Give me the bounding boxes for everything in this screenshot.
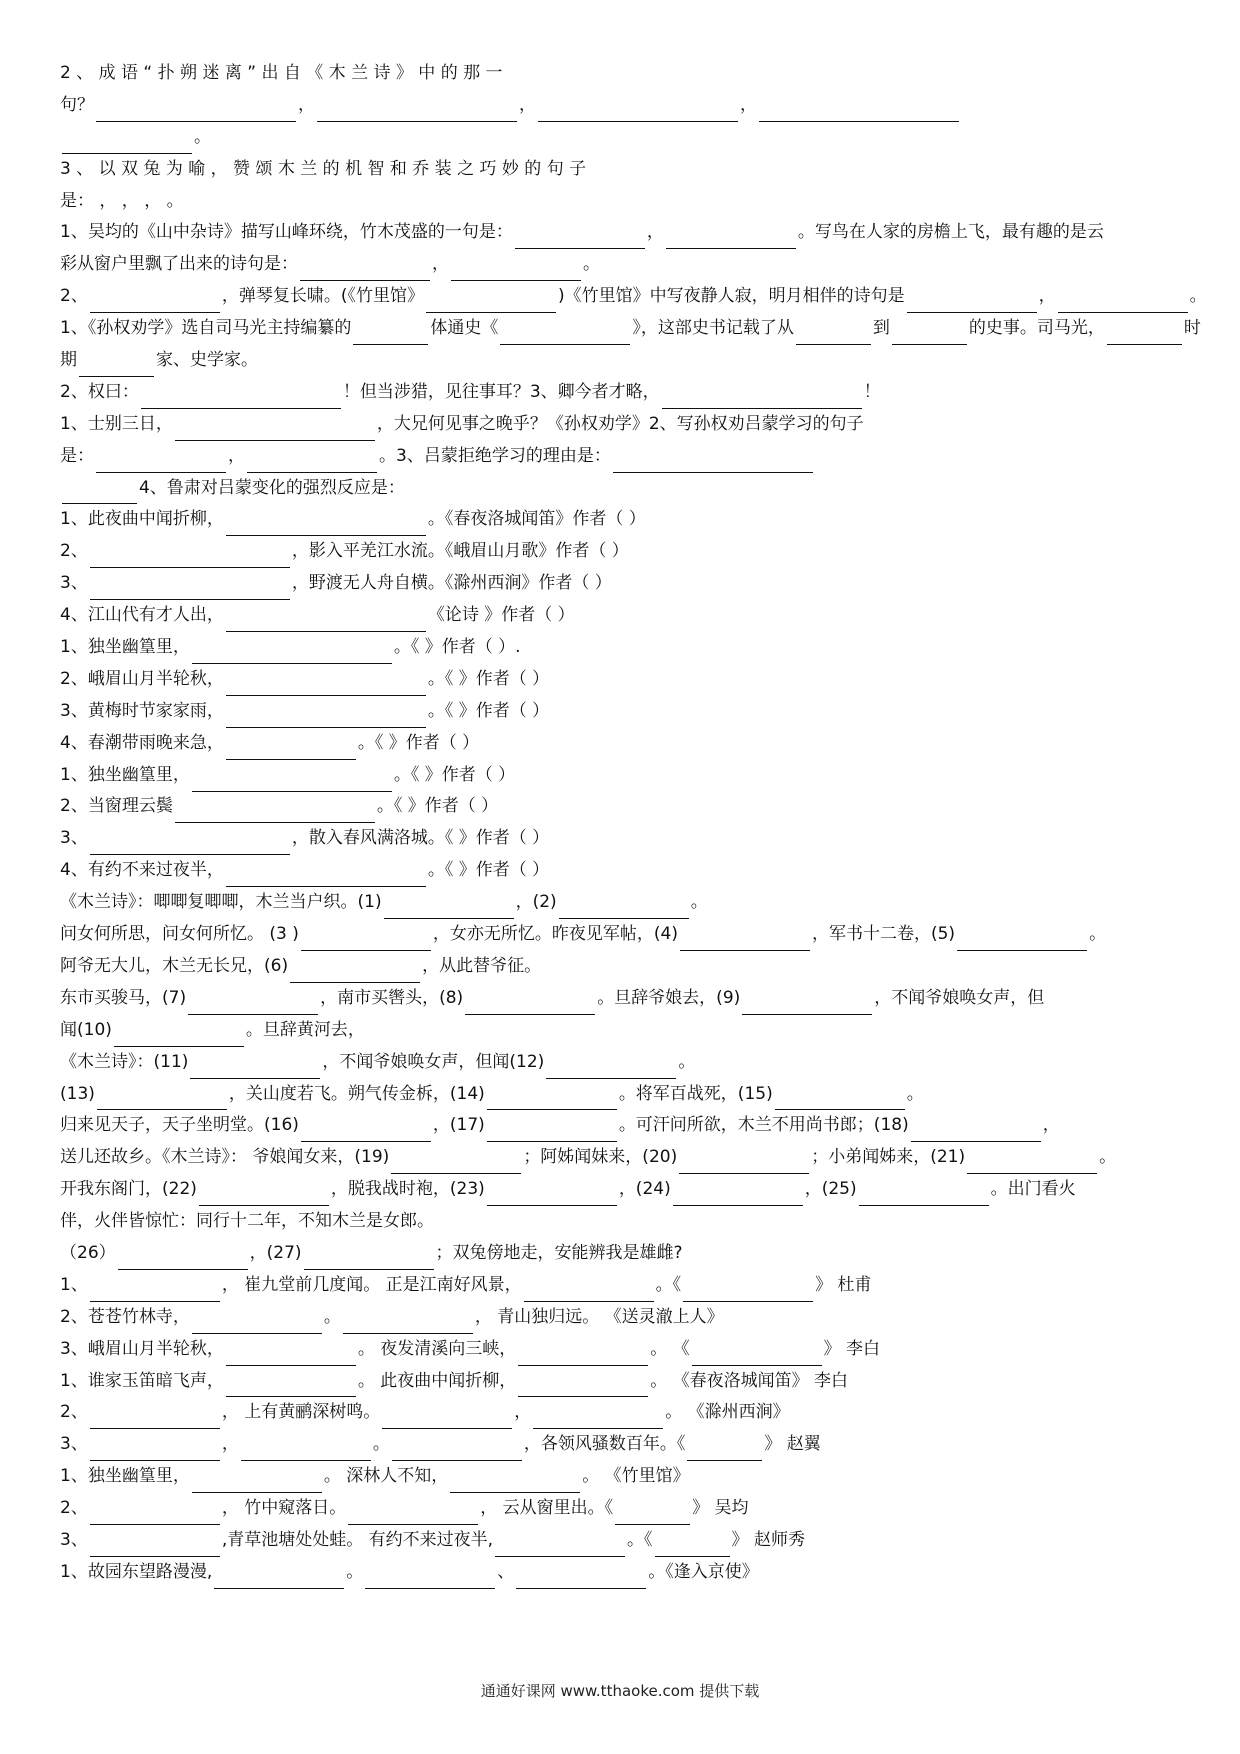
line-text: 。 此夜曲中闻折柳， <box>357 1370 517 1391</box>
worksheet <box>60 58 1207 1589</box>
line-text: ， <box>1042 1115 1060 1136</box>
line-text: 4、江山代有才人出， <box>60 605 224 626</box>
line-text: 。 <box>583 254 600 275</box>
worksheet-line <box>60 1525 1180 1557</box>
line-text: 1、独坐幽篁里， <box>60 764 190 785</box>
answer-blank[interactable] <box>192 642 392 664</box>
worksheet-line <box>60 1270 1180 1302</box>
line-text: 。可汗问所欲，木兰不用尚书郎；(18) <box>618 1115 909 1136</box>
line-text: 1、故园东望路漫漫, <box>60 1561 213 1582</box>
worksheet-line <box>60 186 1180 218</box>
worksheet-line <box>60 1493 1180 1525</box>
line-text: 1、独坐幽篁里， <box>60 637 190 658</box>
answer-blank[interactable] <box>495 1535 625 1557</box>
line-text: )《竹里馆》中写夜静人寂，明月相伴的诗句是 <box>557 286 905 307</box>
line-text: ，(25) <box>804 1179 857 1200</box>
answer-blank[interactable] <box>226 1344 356 1366</box>
worksheet-line <box>60 983 1180 1015</box>
line-text: 《木兰诗》：唧唧复唧唧，木兰当户织。(1) <box>60 892 382 913</box>
line-text: 。 <box>194 126 211 147</box>
line-text: 。 <box>678 1051 696 1072</box>
line-text: 3、 <box>60 573 88 594</box>
answer-blank[interactable] <box>692 1344 822 1366</box>
line-text: 。 <box>690 892 708 913</box>
answer-blank[interactable] <box>79 355 154 377</box>
worksheet-line <box>60 1302 1180 1334</box>
answer-blank[interactable] <box>317 100 517 122</box>
line-text: 时 <box>1183 318 1201 339</box>
line-text: 2、苍苍竹林寺， <box>60 1306 190 1327</box>
answer-blank[interactable] <box>392 1439 522 1461</box>
line-text: 阿爷无大儿，木兰无长兄，(6) <box>60 955 289 976</box>
worksheet-line <box>60 536 1180 568</box>
worksheet-line <box>60 823 1180 855</box>
line-text: 。《 》作者（ ） <box>376 796 499 817</box>
worksheet-line <box>60 887 1180 919</box>
line-text: 闻(10) <box>60 1019 112 1040</box>
line-text: 是： <box>60 445 94 466</box>
line-text: ，(24) <box>618 1179 671 1200</box>
line-text: 3、 <box>60 1529 88 1550</box>
answer-blank[interactable] <box>516 1567 646 1589</box>
answer-blank[interactable] <box>683 1280 813 1302</box>
line-text: ， <box>1038 286 1056 307</box>
line-text: 。 《春夜洛城闻笛》 李白 <box>650 1370 849 1391</box>
line-text: ， <box>646 222 664 243</box>
line-text: 。写鸟在人家的房檐上飞，最有趣的是云 <box>797 222 1104 243</box>
answer-blank[interactable] <box>613 451 813 473</box>
line-text: ，不闻爷娘唤女声，但闻(12) <box>322 1051 545 1072</box>
line-text: 。 <box>346 1561 364 1582</box>
answer-blank[interactable] <box>450 1471 580 1493</box>
line-text: 》 赵师秀 <box>731 1529 805 1550</box>
answer-blank[interactable] <box>188 993 318 1015</box>
line-text: 2、当窗理云鬓 <box>60 796 173 817</box>
worksheet-line <box>60 313 1201 345</box>
line-text: ，散入春风满洛城。《 》作者（ ） <box>291 828 550 849</box>
line-text: ，南市买辔头，(8) <box>320 987 464 1008</box>
answer-blank[interactable] <box>353 323 428 345</box>
line-text: 彩从窗户里飘了出来的诗句是： <box>60 254 298 275</box>
answer-blank[interactable] <box>97 1088 227 1110</box>
line-text: 《论诗 》作者（ ） <box>427 605 575 626</box>
answer-blank[interactable] <box>226 514 426 536</box>
line-text: 》 李白 <box>823 1338 881 1359</box>
line-text: 。《 》作者（ ） <box>393 764 516 785</box>
line-text: 。旦辞黄河去， <box>245 1019 365 1040</box>
line-text: 。《 <box>627 1529 653 1550</box>
answer-blank[interactable] <box>957 929 1087 951</box>
worksheet-line <box>60 696 1180 728</box>
worksheet-line <box>60 791 1180 823</box>
line-text: ， <box>519 94 536 115</box>
answer-blank[interactable] <box>426 291 556 313</box>
line-text: 3、 <box>60 828 88 849</box>
answer-blank[interactable] <box>892 323 967 345</box>
line-text: ，关山度若飞。朔气传金柝，(14) <box>228 1083 485 1104</box>
answer-blank[interactable] <box>687 1439 762 1461</box>
worksheet-line <box>60 1079 1180 1111</box>
line-text: 《木兰诗》：(11) <box>60 1051 189 1072</box>
line-text: 句？ <box>60 94 94 115</box>
answer-blank[interactable] <box>524 1280 654 1302</box>
line-text: 家、史学家。 <box>156 350 258 371</box>
line-text: 1、吴均的《山中杂诗》描写山峰环绕，竹木茂盛的一句是： <box>60 222 513 243</box>
answer-blank[interactable] <box>141 387 341 409</box>
line-text: 》 赵翼 <box>764 1434 821 1455</box>
line-text: ， <box>298 94 315 115</box>
line-text: ，不闻爷娘唤女声，但 <box>874 987 1045 1008</box>
line-text: 。 《竹里馆》 <box>582 1466 690 1487</box>
line-text: ；双兔傍地走，安能辨我是雄雌? <box>435 1242 683 1263</box>
answer-blank[interactable] <box>226 1375 356 1397</box>
worksheet-line <box>60 632 1180 664</box>
line-text: 。 夜发清溪向三峡， <box>357 1338 517 1359</box>
answer-blank[interactable] <box>673 1184 803 1206</box>
line-text: 1、此夜曲中闻折柳， <box>60 509 224 530</box>
worksheet-line <box>60 728 1180 760</box>
worksheet-line <box>60 441 1180 473</box>
answer-blank[interactable] <box>226 865 426 887</box>
line-text: ，(17) <box>432 1115 485 1136</box>
worksheet-line <box>60 377 1180 409</box>
line-text: 。《 》作者（ ） <box>427 668 550 689</box>
line-text: 、 <box>497 1561 515 1582</box>
line-text: ， <box>740 94 757 115</box>
answer-blank[interactable] <box>655 1535 730 1557</box>
line-text: ,青草池塘处处蛙。 有约不来过夜半, <box>221 1529 494 1550</box>
line-text: 》，这部史书记载了从 <box>632 318 794 339</box>
worksheet-line <box>60 1174 1180 1206</box>
line-text: 东市买骏马，(7) <box>60 987 187 1008</box>
line-text: 。 <box>1189 286 1207 307</box>
line-text: 1、士别三日， <box>60 413 173 434</box>
line-text: 送儿还故乡。《木兰诗》： 爷娘闻女来，(19) <box>60 1147 390 1168</box>
line-text: 1、独坐幽篁里， <box>60 1466 190 1487</box>
answer-blank[interactable] <box>384 897 514 919</box>
line-text: 体通史《 <box>430 318 499 339</box>
answer-blank[interactable] <box>1107 323 1182 345</box>
answer-blank[interactable] <box>348 1503 478 1525</box>
line-text: 4、鲁肃对吕蒙变化的强烈反应是： <box>139 477 405 498</box>
line-text: 4、有约不来过夜半， <box>60 860 224 881</box>
line-text: 归来见天子，天子坐明堂。(16) <box>60 1115 299 1136</box>
line-text: ，女亦无所忆。昨夜见军帖，(4) <box>432 924 678 945</box>
answer-blank[interactable] <box>518 1375 648 1397</box>
line-text: ， 上有黄鹂深树鸣。 <box>221 1402 381 1423</box>
worksheet-line <box>60 664 1180 696</box>
answer-blank[interactable] <box>90 1439 220 1461</box>
answer-blank[interactable] <box>90 1503 220 1525</box>
answer-blank[interactable] <box>96 100 296 122</box>
line-text: (13) <box>60 1083 95 1104</box>
answer-blank[interactable] <box>533 1407 663 1429</box>
worksheet-line <box>60 600 1180 632</box>
answer-blank[interactable] <box>343 1312 473 1334</box>
answer-blank[interactable] <box>301 929 431 951</box>
line-text: 》 杜甫 <box>815 1274 872 1295</box>
worksheet-line <box>60 90 1180 122</box>
answer-blank[interactable] <box>538 100 738 122</box>
worksheet-line <box>60 1397 1180 1429</box>
line-text: 2、 <box>60 286 88 307</box>
answer-blank[interactable] <box>190 1057 320 1079</box>
line-text: 3、 <box>60 1434 88 1455</box>
worksheet-line <box>60 473 1180 505</box>
line-text: 》 吴均 <box>692 1498 749 1519</box>
answer-blank[interactable] <box>515 227 645 249</box>
answer-blank[interactable] <box>500 323 630 345</box>
line-text: 。3、吕蒙拒绝学习的理由是： <box>379 445 611 466</box>
answer-blank[interactable] <box>451 259 581 281</box>
worksheet-line <box>60 1238 1180 1270</box>
answer-blank[interactable] <box>192 1471 322 1493</box>
worksheet-line <box>60 919 1180 951</box>
line-text: 。 《 <box>650 1338 690 1359</box>
answer-blank[interactable] <box>96 451 226 473</box>
line-text: 。《 》作者（ ） <box>427 860 550 881</box>
answer-blank[interactable] <box>247 451 377 473</box>
line-text: 3、黄梅时节家家雨， <box>60 700 224 721</box>
line-text: ；阿姊闻妹来，(20) <box>523 1147 678 1168</box>
line-text: ，(2) <box>515 892 557 913</box>
worksheet-line <box>60 1557 1180 1589</box>
answer-blank[interactable] <box>90 546 290 568</box>
line-text: ， <box>514 1402 532 1423</box>
worksheet-line <box>60 1047 1180 1079</box>
answer-blank[interactable] <box>742 993 872 1015</box>
line-text: 。出门看火 <box>990 1179 1076 1200</box>
answer-blank[interactable] <box>796 323 871 345</box>
worksheet-line <box>60 1142 1180 1174</box>
line-text: 3 、 以 双 兔 为 喻 ， 赞 颂 木 兰 的 机 智 和 乔 装 之 巧 妙 的 句 子 <box>60 158 587 179</box>
line-text: 。《 》作者（ ） <box>357 732 480 753</box>
line-text: 2 、 成 语 “ 扑 朔 迷 离 ” 出 自 《 木 兰 诗 》 中 的 那 一 <box>60 63 503 83</box>
answer-blank[interactable] <box>487 1120 617 1142</box>
line-text: 问女何所思，问女何所忆。 (3 ) <box>60 924 299 945</box>
line-text: ，各领风骚数百年。《 <box>523 1434 686 1455</box>
answer-blank[interactable] <box>518 1344 648 1366</box>
answer-blank[interactable] <box>680 929 810 951</box>
answer-blank[interactable] <box>465 993 595 1015</box>
worksheet-line <box>60 760 1180 792</box>
answer-blank[interactable] <box>62 482 137 504</box>
line-text: ， 青山独归远。 《送灵澈上人》 <box>474 1306 724 1327</box>
answer-blank[interactable] <box>382 1407 512 1429</box>
line-text: ，大兄何见事之晚乎？《孙权劝学》2、写孙权劝吕蒙学习的句子 <box>376 413 864 434</box>
line-text: ，(27) <box>249 1242 302 1263</box>
line-text: 。 <box>323 1306 341 1327</box>
line-text: 。《 》作者（ ） <box>427 700 550 721</box>
line-text: 。《逢入京使》 <box>648 1561 759 1582</box>
answer-blank[interactable] <box>192 770 392 792</box>
line-text: 2、权曰： <box>60 381 139 402</box>
answer-blank[interactable] <box>859 1184 989 1206</box>
worksheet-line <box>60 951 1180 983</box>
answer-blank[interactable] <box>615 1503 690 1525</box>
line-text: ，野渡无人舟自横。《滁州西涧》作者（ ） <box>291 573 612 594</box>
footer-credit: 通通好课网 www.tthaoke.com 提供下载 <box>480 1682 760 1700</box>
line-text: 。将军百战死，(15) <box>618 1083 773 1104</box>
answer-blank[interactable] <box>365 1567 495 1589</box>
answer-blank[interactable] <box>967 1152 1097 1174</box>
line-text: ！但当涉猎，见往事耳？3、卿今者才略， <box>342 381 660 402</box>
answer-blank[interactable] <box>666 227 796 249</box>
line-text: 2、峨眉山月半轮秋， <box>60 668 224 689</box>
line-text: ！ <box>863 381 881 402</box>
line-text: ，脱我战时袍，(23) <box>330 1179 485 1200</box>
line-text: 1、《孙权劝学》选自司马光主持编纂的 <box>60 318 352 339</box>
answer-blank[interactable] <box>304 1248 434 1270</box>
worksheet-line <box>60 154 1180 186</box>
answer-blank[interactable] <box>214 1567 344 1589</box>
answer-blank[interactable] <box>90 1407 220 1429</box>
worksheet-line <box>60 1429 1180 1461</box>
worksheet-line <box>60 249 1180 281</box>
answer-blank[interactable] <box>487 1088 617 1110</box>
answer-blank[interactable] <box>391 1152 521 1174</box>
answer-blank[interactable] <box>226 738 356 760</box>
line-text: 的史事。司马光， <box>968 318 1105 339</box>
line-text: 。《春夜洛城闻笛》作者（ ） <box>427 509 646 530</box>
answer-blank[interactable] <box>759 100 959 122</box>
worksheet-line <box>60 1334 1180 1366</box>
line-text: 。 <box>372 1434 390 1455</box>
answer-blank[interactable] <box>226 610 426 632</box>
line-text: 。 <box>1099 1147 1117 1168</box>
line-text: ， <box>221 1434 239 1455</box>
answer-blank[interactable] <box>226 706 426 728</box>
worksheet-line <box>60 217 1180 249</box>
line-text: ， 云从窗里出。《 <box>480 1498 614 1519</box>
answer-blank[interactable] <box>290 961 420 983</box>
answer-blank[interactable] <box>90 578 290 600</box>
line-text: ， <box>228 445 245 466</box>
line-text: 。 <box>906 1083 924 1104</box>
line-text: 。 <box>1089 924 1107 945</box>
answer-blank[interactable] <box>226 674 426 696</box>
line-text: 2、 <box>60 541 88 562</box>
answer-blank[interactable] <box>199 1184 329 1206</box>
answer-blank[interactable] <box>1058 291 1188 313</box>
line-text: 1、 <box>60 1274 88 1295</box>
answer-blank[interactable] <box>559 897 689 919</box>
worksheet-line <box>60 1110 1180 1142</box>
worksheet-line <box>60 345 1180 377</box>
answer-blank[interactable] <box>175 419 375 441</box>
line-text: 4、春潮带雨晚来急， <box>60 732 224 753</box>
answer-blank[interactable] <box>118 1248 248 1270</box>
line-text: ；小弟闻姊来，(21) <box>811 1147 966 1168</box>
line-text: 1、谁家玉笛暗飞声， <box>60 1370 224 1391</box>
worksheet-line <box>60 568 1180 600</box>
line-text: 。 《滁州西涧》 <box>665 1402 790 1423</box>
line-text: 期 <box>60 350 77 371</box>
line-text: ，影入平羌江水流。《峨眉山月歌》作者（ ） <box>291 541 629 562</box>
line-text: 。《 》作者（ ）. <box>393 637 521 658</box>
line-text: ，从此替爷征。 <box>422 955 542 976</box>
answer-blank[interactable] <box>911 1120 1041 1142</box>
line-text: ，军书十二卷，(5) <box>811 924 956 945</box>
answer-blank[interactable] <box>907 291 1037 313</box>
line-text: 开我东阁门，(22) <box>60 1179 197 1200</box>
answer-blank[interactable] <box>90 833 290 855</box>
answer-blank[interactable] <box>90 291 220 313</box>
answer-blank[interactable] <box>90 1280 220 1302</box>
worksheet-line <box>60 409 1180 441</box>
line-text: 伴，火伴皆惊忙：同行十二年，不知木兰是女郎。 <box>60 1211 434 1232</box>
line-text: 是： ， ， ， 。 <box>60 190 184 211</box>
answer-blank[interactable] <box>300 259 430 281</box>
line-text: （26） <box>60 1242 116 1263</box>
answer-blank[interactable] <box>90 1535 220 1557</box>
worksheet-line <box>60 504 1180 536</box>
answer-blank[interactable] <box>241 1439 371 1461</box>
worksheet-line <box>60 1206 1180 1238</box>
worksheet-line <box>60 1461 1180 1493</box>
answer-blank[interactable] <box>114 1025 244 1047</box>
worksheet-line <box>60 281 1207 313</box>
answer-blank[interactable] <box>301 1120 431 1142</box>
line-text: ，弹琴复长啸。(《竹里馆》 <box>221 286 424 307</box>
line-text: 到 <box>872 318 890 339</box>
line-text: 2、 <box>60 1498 88 1519</box>
answer-blank[interactable] <box>662 387 862 409</box>
worksheet-line <box>60 1015 1180 1047</box>
answer-blank[interactable] <box>679 1152 809 1174</box>
answer-blank[interactable] <box>546 1057 676 1079</box>
line-text: 2、 <box>60 1402 88 1423</box>
worksheet-line <box>60 1366 1180 1398</box>
line-text: 。 深林人不知， <box>323 1466 449 1487</box>
answer-blank[interactable] <box>487 1184 617 1206</box>
answer-blank[interactable] <box>192 1312 322 1334</box>
line-text: 。旦辞爷娘去，(9) <box>597 987 741 1008</box>
answer-blank[interactable] <box>62 132 192 154</box>
worksheet-line <box>60 855 1180 887</box>
answer-blank[interactable] <box>175 801 375 823</box>
line-text: 。《 <box>655 1274 682 1295</box>
line-text: ， <box>432 254 449 275</box>
line-text: ， 崔九堂前几度闻。 正是江南好风景， <box>221 1274 522 1295</box>
worksheet-line <box>60 122 1180 154</box>
worksheet-line <box>60 58 1180 90</box>
line-text: 3、峨眉山月半轮秋， <box>60 1338 224 1359</box>
answer-blank[interactable] <box>775 1088 905 1110</box>
line-text: ， 竹中窥落日。 <box>221 1498 347 1519</box>
